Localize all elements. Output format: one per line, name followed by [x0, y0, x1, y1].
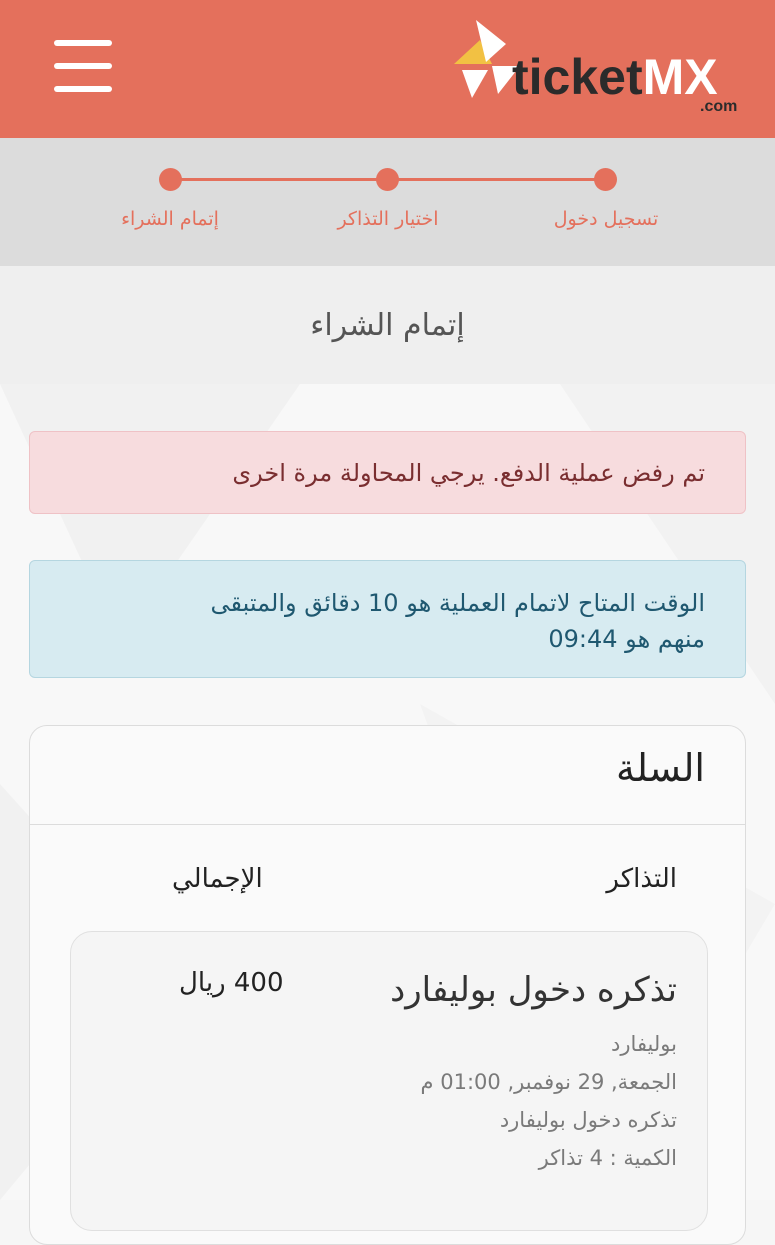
ticket-quantity: الكمية : 4 تذاكر — [538, 1146, 677, 1170]
ticketmx-logo[interactable] — [442, 18, 747, 118]
step-dot-complete-purchase — [159, 168, 182, 191]
page-title-bar — [0, 266, 775, 384]
step-dot-login — [594, 168, 617, 191]
step-label-select-tickets[interactable]: اختيار التذاكر — [337, 208, 439, 230]
column-header-tickets: التذاكر — [606, 864, 677, 894]
cart-title: السلة — [616, 746, 705, 790]
cart-card — [29, 725, 746, 1245]
app-header — [0, 0, 775, 138]
ticket-name: تذكره دخول بوليفارد — [390, 970, 677, 1010]
payment-rejected-alert — [29, 431, 746, 514]
step-label-login[interactable]: تسجيل دخول — [553, 208, 659, 230]
step-label-complete-purchase: إتمام الشراء — [121, 208, 219, 230]
cart-divider — [30, 824, 745, 825]
brand-suffix: .com — [700, 98, 738, 115]
hamburger-menu-icon[interactable] — [54, 40, 112, 92]
time-remaining-alert — [29, 560, 746, 678]
time-remaining-line2: منهم هو 09:44 — [548, 625, 705, 653]
cart-item — [70, 931, 708, 1231]
column-header-total: الإجمالي — [172, 864, 263, 894]
ticket-type: تذكره دخول بوليفارد — [499, 1108, 677, 1132]
ticket-price: 400 ريال — [179, 968, 284, 998]
page-title: إتمام الشراء — [310, 307, 465, 343]
step-dot-select-tickets — [376, 168, 399, 191]
ticket-venue: بوليفارد — [611, 1032, 677, 1056]
brand-text: ticketMX — [512, 49, 718, 105]
ticket-datetime: الجمعة, 29 نوفمبر, 01:00 م — [420, 1070, 677, 1094]
checkout-progress — [0, 138, 775, 266]
payment-rejected-text: تم رفض عملية الدفع. يرجي المحاولة مرة اخرى — [232, 458, 705, 487]
time-remaining-line1: الوقت المتاح لاتمام العملية هو 10 دقائق والمتبقى — [210, 589, 705, 617]
